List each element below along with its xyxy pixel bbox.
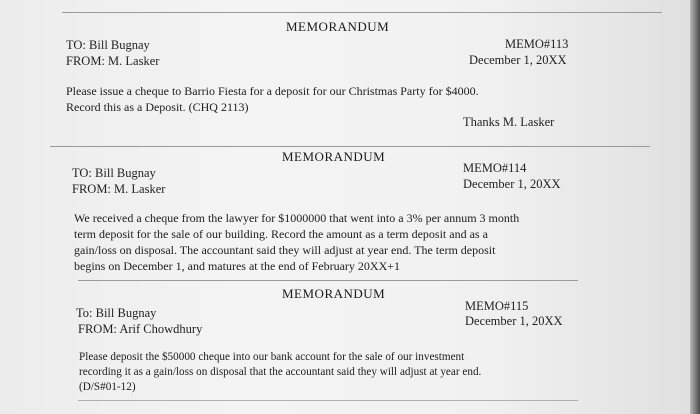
memo-to: TO: Bill Bugnay	[72, 166, 156, 180]
bottom-divider	[78, 400, 578, 401]
memo-to: TO: Bill Bugnay	[66, 38, 150, 52]
memo-heading: MEMORANDUM	[286, 19, 390, 34]
memo-heading: MEMORANDUM	[282, 286, 386, 301]
memo-body-line: Record this as a Deposit. (CHQ 2113)	[66, 100, 249, 114]
memo-from: FROM: Arif Chowdhury	[78, 322, 203, 336]
memo-body-line: Please issue a cheque to Barrio Fiesta for a deposit for our Christmas Party for $4000.	[66, 84, 479, 98]
memo-date: December 1, 20XX	[463, 177, 561, 191]
memo-date: December 1, 20XX	[469, 53, 567, 67]
memo-body	[79, 350, 481, 395]
memo-body	[66, 83, 479, 115]
top-divider	[62, 12, 662, 13]
memo-date: December 1, 20XX	[465, 314, 563, 328]
memo-body-line: recording it as a gain/loss on disposal that the accountant said they will adjust at year end.	[79, 366, 482, 378]
memo-body-line: term deposit for the sale of our building. Record the amount as a term deposit and as a	[74, 227, 488, 241]
memo-signoff: Thanks M. Lasker	[463, 115, 555, 129]
memo-number: MEMO#115	[465, 299, 529, 313]
memo-body-line: (D/S#01-12)	[79, 381, 136, 393]
memo-to: To: Bill Bugnay	[76, 306, 157, 320]
page-edge-shadow	[690, 0, 700, 414]
memo-body	[74, 210, 519, 274]
memo-body-line: We received a cheque from the lawyer for $1000000 that went into a 3% per annum 3 month	[74, 211, 520, 225]
memo-number: MEMO#114	[463, 161, 527, 175]
memo-divider	[50, 146, 650, 147]
memo-body-line: Please deposit the $50000 cheque into our bank account for the sale of our investment	[79, 351, 465, 363]
memo-from: FROM: M. Lasker	[72, 182, 166, 196]
memo-heading: MEMORANDUM	[282, 149, 386, 164]
memo-number: MEMO#113	[505, 37, 569, 51]
memo-divider	[78, 280, 578, 281]
memo-body-line: gain/loss on disposal. The accountant said they will adjust at year end. The term deposit	[74, 243, 496, 257]
memo-from: FROM: M. Lasker	[66, 54, 160, 68]
memo-body-line: begins on December 1, and matures at the end of February 20XX+1	[74, 259, 401, 273]
